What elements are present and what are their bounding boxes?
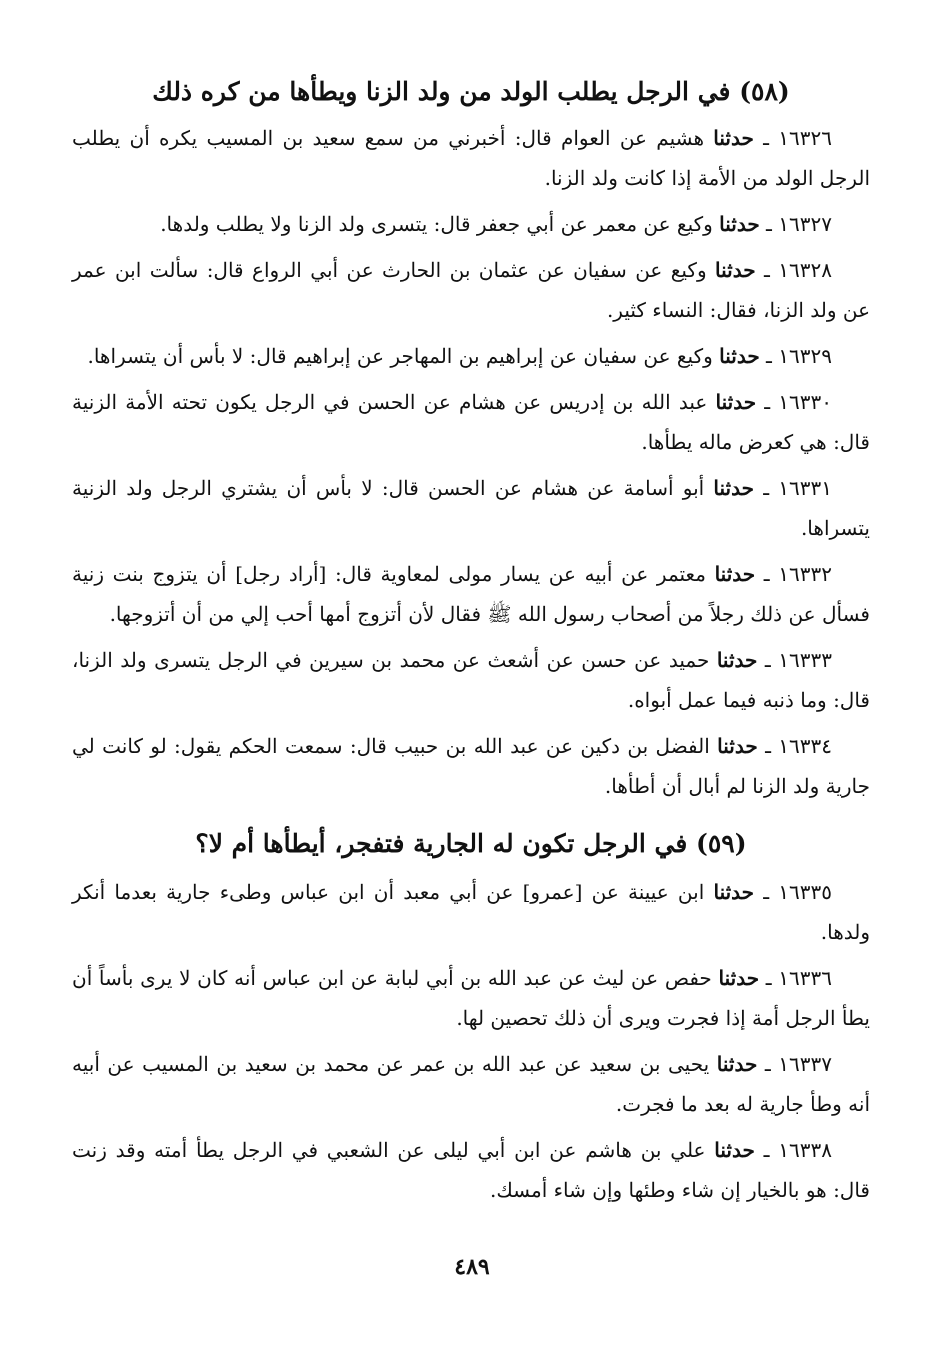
hadith-lead: حدثنا bbox=[716, 648, 758, 672]
hadith-entry: ١٦٣٢٨ ـ حدثنا وكيع عن سفيان عن عثمان بن الحارث عن أبي الرواع قال: سألت ابن عمر عن ولد الزنا، فقال: النساء كثير. bbox=[72, 258, 870, 322]
hadith-lead: حدثنا bbox=[713, 880, 755, 904]
hadith-text: عبد الله بن إدريس عن هشام عن الحسن في الرجل يكون تحته الأمة الزنية قال: هي كعرض ماله يطأها. bbox=[72, 390, 870, 454]
hadith-entry: ١٦٣٣٧ ـ حدثنا يحيى بن سعيد عن عبد الله بن عمر عن محمد بن سعيد بن المسيب عن أبيه أنه وطأ جارية له بعد ما فجرت. bbox=[72, 1052, 870, 1116]
hadith-lead: حدثنا bbox=[713, 476, 754, 500]
hadith-text: حميد عن حسن عن أشعث عن محمد بن سيرين في الرجل يتسرى ولد الزنا، قال: وما ذنبه فيما عمل أبواه. bbox=[72, 648, 870, 712]
hadith-number: ١٦٣٣٨ bbox=[778, 1138, 833, 1162]
hadith-entry: ١٦٣٣٦ ـ حدثنا حفص عن ليث عن عبد الله بن أبي لبابة عن ابن عباس أنه كان لا يرى بأساً أن يطأ الرجل أمة إذا فجرت ويرى أن ذلك تحصين لها. bbox=[72, 966, 870, 1030]
hadith-lead: حدثنا bbox=[714, 1138, 755, 1162]
hadith-number: ١٦٣٣٢ bbox=[778, 562, 833, 586]
hadith-text: هشيم عن العوام قال: أخبرني من سمع سعيد بن المسيب يكره أن يطلب الرجل الولد من الأمة إذا كانت ولد الزنا. bbox=[72, 126, 870, 190]
hadith-number: ١٦٣٢٨ bbox=[778, 258, 833, 282]
hadith-text: حفص عن ليث عن عبد الله بن أبي لبابة عن ابن عباس أنه كان لا يرى بأساً أن يطأ الرجل أمة إذا فجرت ويرى أن ذلك تحصين لها. bbox=[72, 966, 870, 1030]
hadith-number: ١٦٣٣٦ bbox=[778, 966, 833, 990]
hadith-lead: حدثنا bbox=[714, 562, 756, 586]
chapter-heading-58: (٥٨) في الرجل يطلب الولد من ولد الزنا ويطأها من كره ذلك bbox=[152, 77, 790, 106]
hadith-entry: ١٦٣٢٧ ـ حدثنا وكيع عن معمر عن أبي جعفر قال: يتسرى ولد الزنا ولا يطلب ولدها. bbox=[160, 212, 832, 236]
hadith-entry: ١٦٣٣٨ ـ حدثنا علي بن هاشم عن ابن أبي ليلى عن الشعبي في الرجل يطأ أمته وقد زنت قال: هو بالخيار إن شاء وطئها وإن شاء أمسك. bbox=[72, 1138, 870, 1202]
hadith-lead: حدثنا bbox=[715, 258, 756, 282]
hadith-number: ١٦٣٣٤ bbox=[778, 734, 833, 758]
hadith-number: ١٦٣٣٧ bbox=[778, 1052, 833, 1076]
chapter-heading-59: (٥٩) في الرجل تكون له الجارية فتفجر، أيطأها أم لا؟ bbox=[195, 829, 747, 858]
hadith-text: وكيع عن معمر عن أبي جعفر قال: يتسرى ولد الزنا ولا يطلب ولدها. bbox=[160, 212, 713, 236]
hadith-number: ١٦٣٣٥ bbox=[778, 880, 833, 904]
hadith-text: معتمر عن أبيه عن يسار مولى لمعاوية قال: [أراد رجل] أن يتزوج بنت زنية فسأل عن ذلك رجلاً من أصحاب رسول الله ﷺ فقال لأن أتزوج أمها أحب إلي من أن أتزوجها. bbox=[72, 562, 870, 626]
hadith-entry: ١٦٣٣٢ ـ حدثنا معتمر عن أبيه عن يسار مولى لمعاوية قال: [أراد رجل] أن يتزوج بنت زنية فسأل عن ذلك رجلاً من أصحاب رسول الله ﷺ فقال لأن أتزوج أمها أحب إلي من أن أتزوجها. bbox=[72, 562, 870, 626]
hadith-lead: حدثنا bbox=[719, 344, 760, 368]
hadith-text: يحيى بن سعيد عن عبد الله بن عمر عن محمد بن سعيد بن المسيب عن أبيه أنه وطأ جارية له بعد ما فجرت. bbox=[72, 1052, 870, 1116]
hadith-number: ١٦٣٣٣ bbox=[778, 648, 832, 672]
hadith-entry: ١٦٣٣٣ ـ حدثنا حميد عن حسن عن أشعث عن محمد بن سيرين في الرجل يتسرى ولد الزنا، قال: وما ذنبه فيما عمل أبواه. bbox=[72, 648, 870, 712]
hadith-number: ١٦٣٢٧ bbox=[778, 212, 832, 236]
hadith-entry: ١٦٣٣٠ ـ حدثنا عبد الله بن إدريس عن هشام عن الحسن في الرجل يكون تحته الأمة الزنية قال: هي كعرض ماله يطأها. bbox=[72, 390, 870, 454]
hadith-lead: حدثنا bbox=[713, 126, 754, 150]
hadith-entry: ١٦٣٣٤ ـ حدثنا الفضل بن دكين عن عبد الله بن حبيب قال: سمعت الحكم يقول: لو كانت لي جارية ولد الزنا لم أبال أن أطأها. bbox=[72, 734, 870, 798]
hadith-text: وكيع عن سفيان عن عثمان بن الحارث عن أبي الرواع قال: سألت ابن عمر عن ولد الزنا، فقال: النساء كثير. bbox=[72, 258, 870, 322]
hadith-text: علي بن هاشم عن ابن أبي ليلى عن الشعبي في الرجل يطأ أمته وقد زنت قال: هو بالخيار إن شاء وطئها وإن شاء أمسك. bbox=[72, 1138, 870, 1202]
page-number: ٤٨٩ bbox=[454, 1254, 490, 1280]
hadith-entry: ١٦٣٣٥ ـ حدثنا ابن عيينة عن [عمرو] عن أبي معبد أن ابن عباس وطىء جارية بعدما أنكر ولدها. bbox=[72, 880, 870, 944]
hadith-text: أبو أسامة عن هشام عن الحسن قال: لا بأس أن يشتري الرجل ولد الزنية يتسراها. bbox=[72, 476, 870, 540]
book-page bbox=[72, 72, 870, 1216]
hadith-number: ١٦٣٣١ bbox=[778, 476, 832, 500]
hadith-lead: حدثنا bbox=[719, 212, 760, 236]
hadith-lead: حدثنا bbox=[718, 966, 760, 990]
hadith-number: ١٦٣٢٩ bbox=[778, 344, 832, 368]
hadith-text: ابن عيينة عن [عمرو] عن أبي معبد أن ابن عباس وطىء جارية بعدما أنكر ولدها. bbox=[72, 880, 870, 944]
hadith-number: ١٦٣٢٦ bbox=[778, 126, 833, 150]
hadith-lead: حدثنا bbox=[715, 390, 757, 414]
hadith-lead: حدثنا bbox=[716, 1052, 758, 1076]
hadith-text: الفضل بن دكين عن عبد الله بن حبيب قال: سمعت الحكم يقول: لو كانت لي جارية ولد الزنا لم أبال أن أطأها. bbox=[72, 734, 870, 798]
hadith-entry: ١٦٣٢٩ ـ حدثنا وكيع عن سفيان عن إبراهيم بن المهاجر عن إبراهيم قال: لا بأس أن يتسراها. bbox=[87, 344, 832, 368]
hadith-text: وكيع عن سفيان عن إبراهيم بن المهاجر عن إبراهيم قال: لا بأس أن يتسراها. bbox=[87, 344, 713, 368]
hadith-entry: ١٦٣٣١ ـ حدثنا أبو أسامة عن هشام عن الحسن قال: لا بأس أن يشتري الرجل ولد الزنية يتسراها. bbox=[72, 476, 870, 540]
hadith-lead: حدثنا bbox=[717, 734, 758, 758]
hadith-number: ١٦٣٣٠ bbox=[778, 390, 833, 414]
hadith-entry: ١٦٣٢٦ ـ حدثنا هشيم عن العوام قال: أخبرني من سمع سعيد بن المسيب يكره أن يطلب الرجل الولد من الأمة إذا كانت ولد الزنا. bbox=[72, 126, 870, 190]
